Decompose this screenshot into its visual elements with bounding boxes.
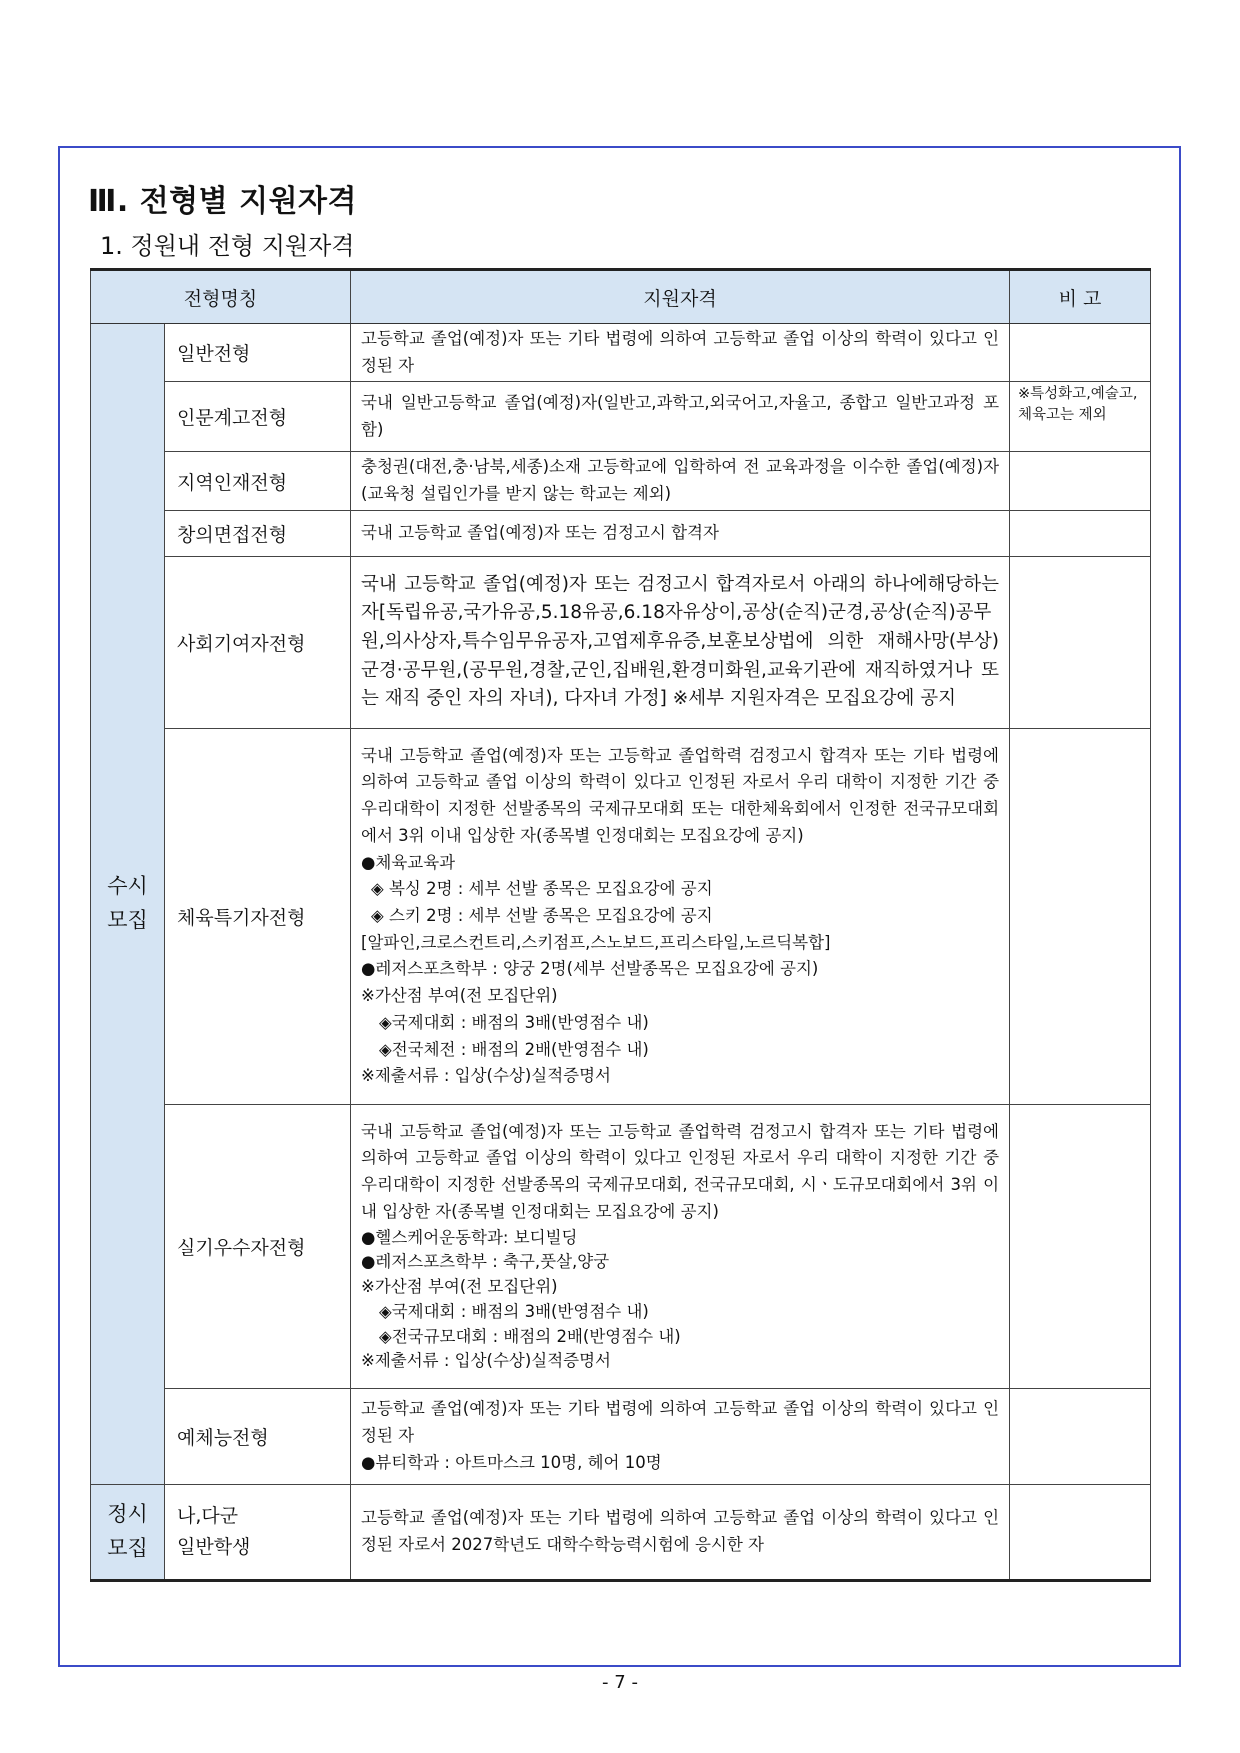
table-row: [91, 510, 1151, 556]
remark-cell: [1010, 556, 1151, 728]
table-row: [91, 382, 1151, 452]
type-name: 나,다군 일반학생: [165, 1484, 351, 1580]
type-name: 창의면접전형: [165, 510, 351, 556]
category-jeongsi: 정시 모집: [91, 1484, 165, 1580]
table-row: [91, 1388, 1151, 1484]
table-row: [91, 1104, 1151, 1388]
qualification-cell: 고등학교 졸업(예정)자 또는 기타 법령에 의하여 고등학교 졸업 이상의 학력이 있다고 인정된 자 ●뷰티학과 : 아트마스크 10명, 헤어 10명: [351, 1388, 1010, 1484]
subsection-title: 1. 정원내 전형 지원자격: [100, 232, 355, 260]
type-name: 예체능전형: [165, 1388, 351, 1484]
qualification-cell: 고등학교 졸업(예정)자 또는 기타 법령에 의하여 고등학교 졸업 이상의 학력이 있다고 인정된 자로서 2027학년도 대학수학능력시험에 응시한 자: [351, 1484, 1010, 1580]
table-header-row: [91, 270, 1151, 324]
qualification-cell: 고등학교 졸업(예정)자 또는 기타 법령에 의하여 고등학교 졸업 이상의 학력이 있다고 인정된 자: [351, 324, 1010, 382]
remark-cell: [1010, 1388, 1151, 1484]
qualification-cell: 국내 고등학교 졸업(예정)자 또는 검정고시 합격자: [351, 510, 1010, 556]
table-row: [91, 1484, 1151, 1580]
remark-cell: [1010, 324, 1151, 382]
category-susi: 수시 모집: [91, 324, 165, 1485]
table-row: [91, 452, 1151, 510]
type-name: 일반전형: [165, 324, 351, 382]
qualification-cell: 국내 고등학교 졸업(예정)자 또는 검정고시 합격자로서 아래의 하나에해당하는자[독립유공,국가유공,5.18유공,6.18자유상이,공상(순직)군경,공상(순직)공무원,의사상자,특수임무유공자,고엽제후유증,보훈보상법에 의한 재해사망(부상)군경·공무원,(공무원,경찰,군인,집배원,환경미화원,교육기관에 재직하였거나 또는 재직 중인 자의 자녀), 다자녀 가정] ※세부 지원자격은 모집요강에 공지: [351, 556, 1010, 728]
type-name: 실기우수자전형: [165, 1104, 351, 1388]
table-row: [91, 324, 1151, 382]
table-row: [91, 556, 1151, 728]
header-qualification: 지원자격: [351, 270, 1010, 324]
qualification-cell: 국내 고등학교 졸업(예정)자 또는 고등학교 졸업학력 검정고시 합격자 또는 기타 법령에 의하여 고등학교 졸업 이상의 학력이 있다고 인정된 자로서 우리 대학이 지정한 기간 중 우리대학이 지정한 선발종목의 국제규모대회 또는 대한체육회에서 인정한 전국규모대회에서 3위 이내 입상한 자(종목별 인정대회는 모집요강에 공지) ●체육교육과 ◈ 복싱 2명 : 세부 선발 종목은 모집요강에 공지 ◈ 스키 2명 : 세부 선발 종목은 모집요강에 공지 [알파인,크로스컨트리,스키점프,스노보드,프리스타일,노르딕복합] ●레저스포츠학부 : 양궁 2명(세부 선발종목은 모집요강에 공지) ※가산점 부여(전 모집단위) ◈국제대회 : 배점의 3배(반영점수 내) ◈전국체전 : 배점의 2배(반영점수 내) ※제출서류 : 입상(수상)실적증명서: [351, 728, 1010, 1104]
remark-cell: [1010, 510, 1151, 556]
remark-cell: [1010, 452, 1151, 510]
qualification-cell: 국내 일반고등학교 졸업(예정)자(일반고,과학고,외국어고,자율고, 종합고 일반고과정 포함): [351, 382, 1010, 452]
type-name: 인문계고전형: [165, 382, 351, 452]
page-number: - 7 -: [602, 1672, 638, 1693]
type-name: 지역인재전형: [165, 452, 351, 510]
qualification-table: [90, 268, 1151, 1582]
type-name: 체육특기자전형: [165, 728, 351, 1104]
remark-cell: [1010, 1484, 1151, 1580]
table-row: [91, 728, 1151, 1104]
remark-cell: [1010, 728, 1151, 1104]
qualification-cell: 국내 고등학교 졸업(예정)자 또는 고등학교 졸업학력 검정고시 합격자 또는 기타 법령에 의하여 고등학교 졸업 이상의 학력이 있다고 인정된 자로서 우리 대학이 지정한 기간 중 우리대학이 지정한 선발종목의 국제규모대회, 전국규모대회, 시ㆍ도규모대회에서 3위 이내 입상한 자(종목별 인정대회는 모집요강에 공지) ●헬스케어운동학과: 보디빌딩 ●레저스포츠학부 : 축구,풋살,양궁 ※가산점 부여(전 모집단위) ◈국제대회 : 배점의 3배(반영점수 내) ◈전국규모대회 : 배점의 2배(반영점수 내) ※제출서류 : 입상(수상)실적증명서: [351, 1104, 1010, 1388]
remark-cell: ※특성화고,예술고,체육고는 제외: [1010, 382, 1151, 452]
qualification-cell: 충청권(대전,충·남북,세종)소재 고등학교에 입학하여 전 교육과정을 이수한 졸업(예정)자(교육청 설립인가를 받지 않는 학교는 제외): [351, 452, 1010, 510]
remark-cell: [1010, 1104, 1151, 1388]
type-name: 사회기여자전형: [165, 556, 351, 728]
header-type: 전형명칭: [91, 270, 351, 324]
section-title: Ⅲ. 전형별 지원자격: [88, 184, 358, 219]
header-remark: 비 고: [1010, 270, 1151, 324]
